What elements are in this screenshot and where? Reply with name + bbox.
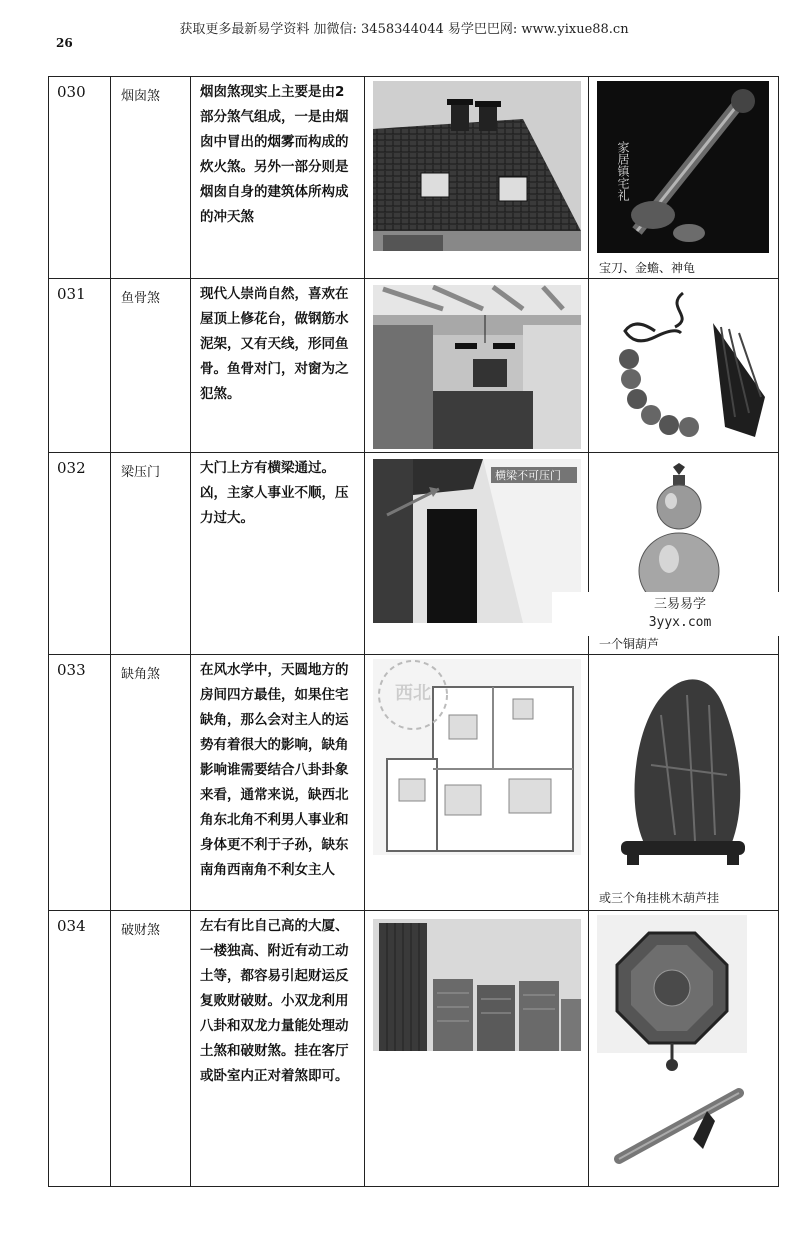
bagua-sword-photo (597, 915, 769, 1177)
sha-name: 缺角煞 (111, 655, 191, 911)
remedy-photo-cell (589, 279, 779, 453)
page-number: 26 (56, 36, 73, 50)
remedy-caption: 一个铜葫芦 (599, 637, 660, 651)
sha-photo-cell (365, 279, 589, 453)
remedy-photo-cell (589, 655, 779, 911)
page-header: 获取更多最新易学资料 加微信: 3458344044 易学巴巴网: www.yixue88.cn (179, 22, 629, 37)
remedy-caption: 或三个角挂桃木葫芦挂 (599, 891, 720, 905)
row-number: 031 (49, 279, 111, 453)
beam-over-door-photo (373, 459, 581, 623)
high-buildings-photo (373, 919, 581, 1051)
sha-photo-cell (365, 655, 589, 911)
sha-name: 梁压门 (111, 453, 191, 655)
sha-name: 破财煞 (111, 911, 191, 1187)
remedy-photo-cell (589, 911, 779, 1187)
row-number: 033 (49, 655, 111, 911)
watermark-title: 三易易学 (653, 597, 706, 612)
sha-description: 在风水学中，天圆地方的房间四方最佳，如果住宅缺角，那么会对主人的运势有着很大的影响，缺角影响谁需要结合八卦卦象来看，通常来说，缺西北角东北角不利男人事业和身体更不利于子孙，缺东南角西南角不利女主人 (191, 655, 365, 911)
table-row (49, 77, 779, 279)
sha-description: 左右有比自己高的大厦、一楼独高、附近有动工动土等，都容易引起财运反复败财破财。小双龙利用八卦和双龙力量能处理动土煞和破财煞。挂在客厅或卧室内正对着煞即可。 (191, 911, 365, 1187)
northwest-label: 西北 (395, 683, 431, 704)
row-number: 034 (49, 911, 111, 1187)
row-number: 032 (49, 453, 111, 655)
stone-ornament-photo (615, 665, 751, 871)
remedy-caption: 宝刀、金蟾、神龟 (599, 261, 696, 275)
table-row (49, 655, 779, 911)
remedy-photo-cell (589, 77, 779, 279)
missing-corner-floorplan (373, 659, 581, 855)
sha-description: 烟囱煞现实上主要是由2部分煞气组成，一是由烟囱中冒出的烟雾而构成的炊火煞。另外一部分则是烟囱自身的建筑体所构成的冲天煞 (191, 77, 365, 279)
table-row (49, 279, 779, 453)
watermark-url: 3yyx.com (648, 615, 712, 630)
sha-photo-cell (365, 911, 589, 1187)
sha-photo-cell (365, 77, 589, 279)
table-row (49, 911, 779, 1187)
sha-name: 鱼骨煞 (111, 279, 191, 453)
sha-description: 大门上方有横梁通过。凶，主家人事业不顺，压力过大。 (191, 453, 365, 655)
sha-name: 烟囱煞 (111, 77, 191, 279)
sha-description: 现代人崇尚自然，喜欢在屋顶上修花台，做钢筋水泥架，又有天线，形同鱼骨。鱼骨对门，对窗为之犯煞。 (191, 279, 365, 453)
chimney-roof-photo (373, 81, 581, 251)
amulet-text: 家居镇宅礼 (616, 141, 630, 201)
site-watermark (552, 592, 808, 636)
beam-warning-label: 横梁不可压门 (495, 469, 561, 482)
row-number: 030 (49, 77, 111, 279)
copper-gourd-photo (619, 463, 739, 613)
treasure-sword-photo (597, 81, 769, 253)
kitchen-beam-photo (373, 285, 581, 449)
coin-tassel-photo (605, 287, 765, 445)
